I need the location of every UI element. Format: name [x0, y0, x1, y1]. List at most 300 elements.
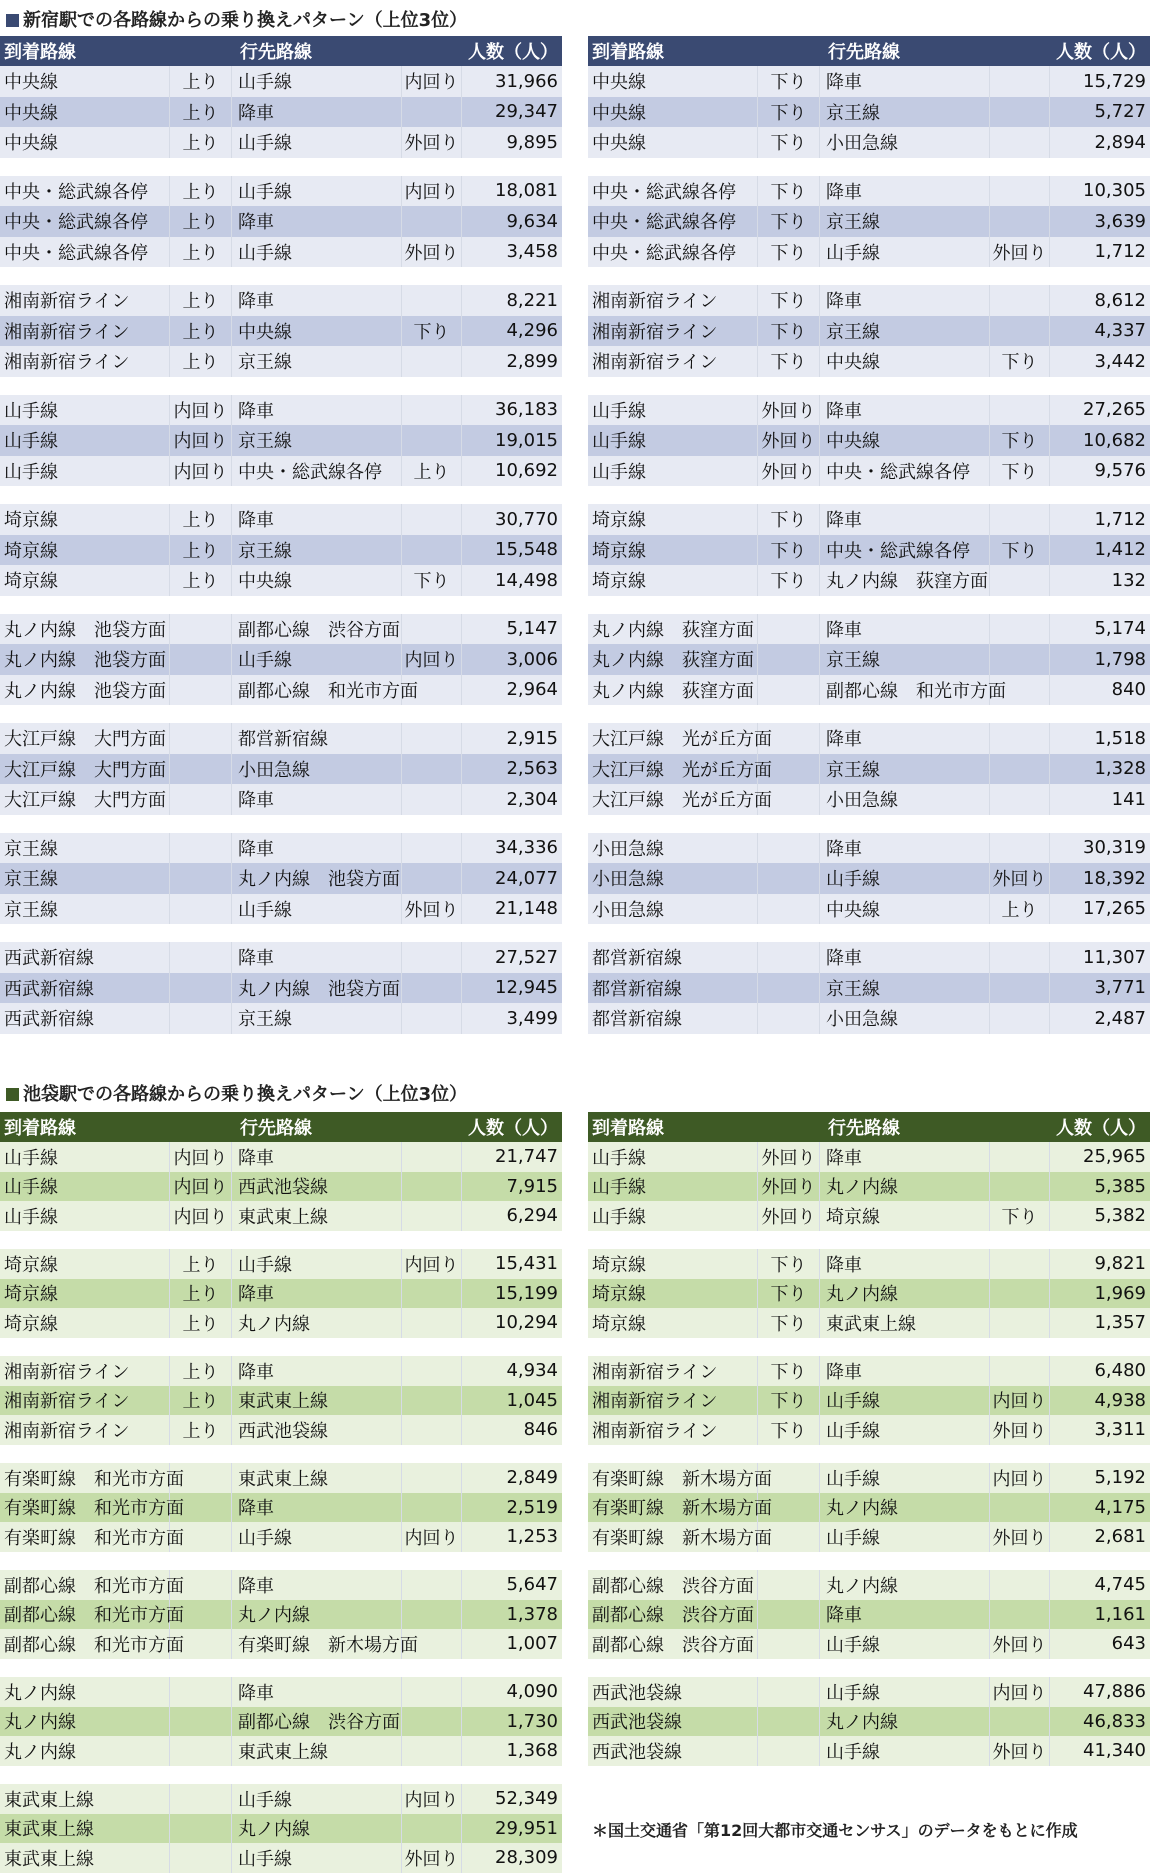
- table-row: [588, 316, 1150, 347]
- cell-dest-line: 山手線: [820, 1463, 990, 1493]
- table-row: [0, 942, 562, 973]
- cell-dest-line: 東武東上線: [232, 1463, 402, 1493]
- row-group: [0, 1142, 562, 1231]
- cell-dest-dir: [990, 316, 1050, 347]
- shinjuku-right-table: [588, 36, 1150, 1034]
- cell-count: 4,175: [1094, 1496, 1146, 1518]
- table-row: [0, 784, 562, 815]
- table-row: [0, 1463, 562, 1493]
- cell-arrive-dir: [758, 1677, 820, 1707]
- cell-arrive-line: 有楽町線 和光市方面: [0, 1493, 170, 1523]
- table-row: [0, 833, 562, 864]
- cell-count: 2,899: [506, 350, 558, 372]
- table-row: [588, 395, 1150, 426]
- cell-arrive-line: 山手線: [588, 1201, 758, 1231]
- row-group: [0, 1677, 562, 1766]
- cell-dest-line: 降車: [232, 97, 402, 128]
- cell-count: 21,747: [495, 1146, 558, 1168]
- cell-dest-dir: [990, 723, 1050, 754]
- cell-arrive-line: 東武東上線: [0, 1843, 170, 1873]
- cell-arrive-dir: 上り: [170, 1386, 232, 1416]
- cell-count: 1,368: [506, 1740, 558, 1762]
- cell-dest-dir: [990, 66, 1050, 97]
- cell-arrive-line: 山手線: [588, 456, 758, 487]
- cell-arrive-dir: 上り: [170, 176, 232, 207]
- cell-dest-line: 丸ノ内線: [232, 1814, 402, 1844]
- cell-dest-line: 丸ノ内線 荻窪方面: [820, 565, 990, 596]
- cell-dest-dir: [402, 425, 462, 456]
- cell-count: 1,712: [1094, 241, 1146, 263]
- cell-arrive-line: 埼京線: [588, 1279, 758, 1309]
- cell-arrive-dir: [758, 973, 820, 1004]
- cell-count: 52,349: [495, 1788, 558, 1810]
- cell-dest-line: 山手線: [820, 1677, 990, 1707]
- cell-arrive-line: 山手線: [0, 1172, 170, 1202]
- cell-dest-dir: [990, 973, 1050, 1004]
- cell-dest-line: 降車: [820, 1356, 990, 1386]
- cell-dest-line: 降車: [820, 1600, 990, 1630]
- cell-arrive-line: 山手線: [588, 1172, 758, 1202]
- cell-dest-line: 山手線: [232, 894, 402, 925]
- row-group: [588, 1356, 1150, 1445]
- cell-arrive-line: 埼京線: [588, 535, 758, 566]
- cell-arrive-dir: 下り: [758, 1279, 820, 1309]
- table-row: [0, 395, 562, 426]
- table-row: [588, 1386, 1150, 1416]
- row-group: [588, 504, 1150, 596]
- cell-arrive-line: 有楽町線 和光市方面: [0, 1463, 170, 1493]
- cell-dest-dir: [402, 675, 462, 706]
- cell-dest-line: 降車: [820, 285, 990, 316]
- table-row: [588, 176, 1150, 207]
- cell-count: 24,077: [495, 867, 558, 889]
- cell-dest-dir: [990, 1172, 1050, 1202]
- row-group: [588, 833, 1150, 925]
- cell-count: 2,519: [506, 1496, 558, 1518]
- cell-arrive-line: 湘南新宿ライン: [0, 285, 170, 316]
- table-row: [0, 127, 562, 158]
- cell-dest-dir: [402, 1463, 462, 1493]
- row-group: [0, 66, 562, 158]
- cell-count: 15,729: [1083, 70, 1146, 92]
- header-count: 人数（人）: [1056, 42, 1146, 63]
- cell-dest-line: 西武池袋線: [232, 1415, 402, 1445]
- cell-arrive-line: 山手線: [0, 425, 170, 456]
- cell-arrive-dir: [170, 614, 232, 645]
- cell-arrive-line: 中央・総武線各停: [0, 206, 170, 237]
- cell-dest-dir: 外回り: [402, 237, 462, 268]
- cell-dest-line: 京王線: [232, 346, 402, 377]
- table-row: [0, 1249, 562, 1279]
- cell-dest-line: 丸ノ内線: [820, 1707, 990, 1737]
- shinjuku-section-title: [6, 8, 467, 34]
- table-row: [588, 1356, 1150, 1386]
- source-footnote: ＊国土交通省「第12回大都市交通センサス」のデータをもとに作成: [592, 1821, 1078, 1840]
- cell-dest-line: 京王線: [232, 535, 402, 566]
- cell-arrive-dir: 下り: [758, 127, 820, 158]
- row-group: [0, 395, 562, 487]
- cell-dest-line: 副都心線 渋谷方面: [232, 614, 402, 645]
- cell-dest-line: 降車: [820, 942, 990, 973]
- cell-arrive-line: 山手線: [588, 1142, 758, 1172]
- cell-dest-dir: 内回り: [990, 1677, 1050, 1707]
- cell-arrive-dir: [758, 1600, 820, 1630]
- table-row: [0, 894, 562, 925]
- cell-count: 5,174: [1094, 618, 1146, 640]
- ikebukuro-right-table: [588, 1112, 1150, 1766]
- row-group: [0, 1249, 562, 1338]
- table-row: [588, 754, 1150, 785]
- cell-dest-dir: 外回り: [990, 237, 1050, 268]
- cell-arrive-dir: 下り: [758, 1249, 820, 1279]
- cell-dest-dir: 外回り: [990, 1522, 1050, 1552]
- cell-count: 4,090: [506, 1681, 558, 1703]
- cell-arrive-line: 埼京線: [588, 1308, 758, 1338]
- table-row: [588, 1308, 1150, 1338]
- cell-dest-line: 山手線: [232, 1843, 402, 1873]
- cell-arrive-line: 小田急線: [588, 833, 758, 864]
- cell-dest-dir: [990, 1003, 1050, 1034]
- header-arrive-line: 到着路線: [4, 42, 76, 63]
- table-header: [0, 36, 562, 66]
- cell-arrive-line: 東武東上線: [0, 1784, 170, 1814]
- header-dest-line: 行先路線: [240, 42, 312, 63]
- cell-dest-line: 降車: [232, 1356, 402, 1386]
- cell-dest-line: 降車: [232, 833, 402, 864]
- cell-count: 15,199: [495, 1282, 558, 1304]
- cell-dest-dir: [402, 1814, 462, 1844]
- cell-arrive-line: 湘南新宿ライン: [588, 1356, 758, 1386]
- cell-dest-dir: 上り: [402, 456, 462, 487]
- row-group: [0, 1356, 562, 1445]
- table-row: [588, 614, 1150, 645]
- cell-count: 7,915: [506, 1175, 558, 1197]
- cell-arrive-line: 丸ノ内線: [0, 1707, 170, 1737]
- cell-arrive-dir: [758, 1629, 820, 1659]
- cell-dest-dir: 内回り: [402, 644, 462, 675]
- cell-dest-dir: [990, 644, 1050, 675]
- cell-count: 5,385: [1094, 1175, 1146, 1197]
- cell-count: 3,499: [506, 1007, 558, 1029]
- cell-dest-line: 京王線: [820, 97, 990, 128]
- shinjuku-title-text: 新宿駅での各路線からの乗り換えパターン（上位3位）: [23, 10, 468, 31]
- cell-arrive-line: 丸ノ内線 池袋方面: [0, 644, 170, 675]
- cell-arrive-dir: [758, 754, 820, 785]
- cell-arrive-dir: 外回り: [758, 1142, 820, 1172]
- cell-dest-dir: [990, 754, 1050, 785]
- row-group: [588, 176, 1150, 268]
- cell-dest-line: 降車: [232, 504, 402, 535]
- cell-count: 1,357: [1094, 1312, 1146, 1334]
- table-row: [588, 237, 1150, 268]
- cell-count: 2,915: [506, 727, 558, 749]
- cell-arrive-line: 西武新宿線: [0, 942, 170, 973]
- table-row: [588, 1629, 1150, 1659]
- cell-arrive-dir: 上り: [170, 535, 232, 566]
- cell-count: 34,336: [495, 837, 558, 859]
- cell-dest-line: 丸ノ内線: [820, 1279, 990, 1309]
- cell-arrive-line: 西武池袋線: [588, 1677, 758, 1707]
- cell-arrive-line: 中央線: [0, 66, 170, 97]
- cell-count: 1,518: [1094, 727, 1146, 749]
- cell-count: 141: [1111, 788, 1146, 810]
- cell-dest-dir: 内回り: [990, 1463, 1050, 1493]
- row-group: [588, 66, 1150, 158]
- cell-dest-line: 山手線: [232, 176, 402, 207]
- cell-dest-dir: 下り: [402, 565, 462, 596]
- cell-dest-dir: [402, 942, 462, 973]
- table-row: [588, 346, 1150, 377]
- cell-dest-line: 山手線: [232, 1784, 402, 1814]
- cell-count: 12,945: [495, 977, 558, 999]
- cell-count: 6,480: [1094, 1360, 1146, 1382]
- cell-count: 11,307: [1083, 946, 1146, 968]
- row-group: [588, 1249, 1150, 1338]
- cell-arrive-dir: [170, 1600, 232, 1630]
- cell-dest-line: 小田急線: [232, 754, 402, 785]
- cell-arrive-line: 丸ノ内線 荻窪方面: [588, 614, 758, 645]
- cell-dest-line: 丸ノ内線: [820, 1172, 990, 1202]
- table-row: [0, 206, 562, 237]
- cell-dest-dir: [990, 1600, 1050, 1630]
- cell-dest-dir: [402, 1677, 462, 1707]
- cell-arrive-dir: [170, 754, 232, 785]
- table-row: [0, 535, 562, 566]
- cell-dest-dir: [402, 97, 462, 128]
- cell-dest-line: 山手線: [232, 66, 402, 97]
- cell-dest-line: 山手線: [232, 1249, 402, 1279]
- table-row: [0, 66, 562, 97]
- cell-count: 643: [1111, 1633, 1146, 1655]
- cell-arrive-dir: 上り: [170, 565, 232, 596]
- table-row: [0, 237, 562, 268]
- cell-arrive-line: 副都心線 和光市方面: [0, 1629, 170, 1659]
- cell-arrive-dir: [170, 973, 232, 1004]
- cell-arrive-line: 丸ノ内線 荻窪方面: [588, 675, 758, 706]
- table-row: [588, 1677, 1150, 1707]
- row-group: [0, 942, 562, 1034]
- cell-arrive-dir: [170, 1003, 232, 1034]
- cell-count: 1,007: [506, 1633, 558, 1655]
- cell-count: 1,328: [1094, 758, 1146, 780]
- cell-arrive-line: 山手線: [0, 456, 170, 487]
- cell-arrive-line: 埼京線: [0, 1308, 170, 1338]
- cell-count: 5,647: [506, 1574, 558, 1596]
- cell-arrive-line: 湘南新宿ライン: [0, 1356, 170, 1386]
- cell-arrive-dir: 下り: [758, 316, 820, 347]
- cell-arrive-line: 中央線: [588, 127, 758, 158]
- cell-arrive-line: 西武新宿線: [0, 1003, 170, 1034]
- cell-arrive-dir: 下り: [758, 565, 820, 596]
- cell-arrive-line: 都営新宿線: [588, 942, 758, 973]
- cell-arrive-line: 山手線: [0, 1142, 170, 1172]
- header-dest-line: 行先路線: [828, 1118, 900, 1139]
- table-row: [588, 833, 1150, 864]
- cell-dest-dir: [990, 206, 1050, 237]
- cell-arrive-dir: [758, 644, 820, 675]
- cell-arrive-dir: 上り: [170, 66, 232, 97]
- cell-count: 10,682: [1083, 429, 1146, 451]
- cell-dest-line: 降車: [820, 1249, 990, 1279]
- cell-count: 27,527: [495, 946, 558, 968]
- cell-arrive-dir: 下り: [758, 237, 820, 268]
- cell-dest-dir: 下り: [990, 1201, 1050, 1231]
- cell-arrive-line: 京王線: [0, 863, 170, 894]
- cell-dest-dir: [990, 942, 1050, 973]
- cell-arrive-line: 湘南新宿ライン: [588, 1386, 758, 1416]
- cell-arrive-dir: [758, 675, 820, 706]
- row-group: [0, 1570, 562, 1659]
- table-row: [0, 1570, 562, 1600]
- cell-arrive-line: 中央線: [0, 97, 170, 128]
- cell-dest-line: 中央線: [232, 316, 402, 347]
- cell-dest-dir: [402, 1308, 462, 1338]
- cell-dest-line: 降車: [820, 1142, 990, 1172]
- cell-arrive-dir: 下り: [758, 285, 820, 316]
- cell-count: 9,576: [1094, 460, 1146, 482]
- cell-dest-line: 降車: [232, 1142, 402, 1172]
- cell-count: 8,221: [506, 289, 558, 311]
- cell-arrive-dir: [170, 675, 232, 706]
- cell-dest-dir: 外回り: [990, 863, 1050, 894]
- cell-arrive-line: 小田急線: [588, 894, 758, 925]
- cell-arrive-dir: 内回り: [170, 1172, 232, 1202]
- cell-arrive-dir: 下り: [758, 97, 820, 128]
- cell-dest-line: 埼京線: [820, 1201, 990, 1231]
- cell-count: 1,253: [506, 1526, 558, 1548]
- cell-arrive-dir: [758, 1003, 820, 1034]
- cell-dest-dir: [990, 1249, 1050, 1279]
- table-row: [588, 1201, 1150, 1231]
- table-row: [588, 1707, 1150, 1737]
- cell-dest-dir: [402, 1600, 462, 1630]
- cell-dest-dir: [990, 784, 1050, 815]
- cell-count: 3,458: [506, 241, 558, 263]
- cell-arrive-line: 丸ノ内線: [0, 1677, 170, 1707]
- table-row: [0, 285, 562, 316]
- cell-count: 2,563: [506, 758, 558, 780]
- cell-dest-dir: 外回り: [990, 1629, 1050, 1659]
- cell-count: 846: [523, 1419, 558, 1441]
- cell-dest-line: 西武池袋線: [232, 1172, 402, 1202]
- cell-dest-dir: [990, 285, 1050, 316]
- cell-count: 47,886: [1083, 1681, 1146, 1703]
- header-arrive-line: 到着路線: [592, 1118, 664, 1139]
- cell-arrive-dir: [170, 723, 232, 754]
- cell-dest-dir: [402, 1003, 462, 1034]
- cell-dest-dir: [990, 1493, 1050, 1523]
- cell-dest-line: 有楽町線 新木場方面: [232, 1629, 402, 1659]
- cell-dest-line: 丸ノ内線: [820, 1570, 990, 1600]
- cell-dest-dir: [402, 1356, 462, 1386]
- cell-count: 1,712: [1094, 508, 1146, 530]
- cell-count: 2,964: [506, 679, 558, 701]
- shinjuku-left-table: [0, 36, 562, 1034]
- ikebukuro-left-table: [0, 1112, 562, 1873]
- cell-count: 3,639: [1094, 210, 1146, 232]
- table-row: [0, 863, 562, 894]
- row-group: [0, 833, 562, 925]
- cell-arrive-dir: 下り: [758, 346, 820, 377]
- cell-count: 5,382: [1094, 1205, 1146, 1227]
- row-group: [0, 1463, 562, 1552]
- cell-dest-line: 中央・総武線各停: [232, 456, 402, 487]
- header-arrive-line: 到着路線: [4, 1118, 76, 1139]
- cell-arrive-line: 湘南新宿ライン: [588, 346, 758, 377]
- cell-arrive-dir: [170, 1629, 232, 1659]
- cell-arrive-dir: [758, 1570, 820, 1600]
- cell-arrive-dir: 下り: [758, 1308, 820, 1338]
- cell-count: 1,730: [506, 1710, 558, 1732]
- cell-count: 36,183: [495, 399, 558, 421]
- row-group: [588, 1677, 1150, 1766]
- cell-arrive-dir: [170, 1843, 232, 1873]
- table-row: [588, 973, 1150, 1004]
- cell-dest-dir: 下り: [990, 535, 1050, 566]
- cell-arrive-line: 湘南新宿ライン: [588, 285, 758, 316]
- cell-arrive-line: 京王線: [0, 894, 170, 925]
- table-row: [588, 565, 1150, 596]
- cell-arrive-line: 西武新宿線: [0, 973, 170, 1004]
- cell-dest-line: 東武東上線: [232, 1736, 402, 1766]
- cell-dest-dir: [402, 206, 462, 237]
- table-row: [588, 1522, 1150, 1552]
- cell-dest-line: 降車: [820, 723, 990, 754]
- cell-dest-dir: [990, 1356, 1050, 1386]
- table-row: [0, 1493, 562, 1523]
- header-count: 人数（人）: [468, 1118, 558, 1139]
- cell-arrive-line: 湘南新宿ライン: [588, 1415, 758, 1445]
- cell-arrive-dir: 上り: [170, 1356, 232, 1386]
- cell-dest-dir: [402, 973, 462, 1004]
- table-row: [588, 863, 1150, 894]
- cell-dest-line: 降車: [820, 395, 990, 426]
- table-row: [588, 1172, 1150, 1202]
- row-group: [588, 614, 1150, 706]
- cell-dest-line: 降車: [232, 395, 402, 426]
- cell-dest-line: 中央線: [820, 346, 990, 377]
- table-row: [588, 1570, 1150, 1600]
- cell-count: 2,849: [506, 1467, 558, 1489]
- cell-arrive-dir: [170, 1707, 232, 1737]
- cell-count: 6,294: [506, 1205, 558, 1227]
- cell-dest-line: 丸ノ内線: [232, 1308, 402, 1338]
- cell-arrive-dir: [170, 1522, 232, 1552]
- cell-count: 840: [1111, 679, 1146, 701]
- cell-arrive-line: 中央線: [588, 66, 758, 97]
- cell-count: 2,304: [506, 788, 558, 810]
- cell-count: 28,309: [495, 1847, 558, 1869]
- table-row: [0, 723, 562, 754]
- cell-dest-dir: [990, 833, 1050, 864]
- cell-dest-line: 降車: [232, 784, 402, 815]
- table-row: [588, 285, 1150, 316]
- cell-dest-line: 小田急線: [820, 1003, 990, 1034]
- cell-arrive-dir: 内回り: [170, 456, 232, 487]
- cell-arrive-line: 大江戸線 光が丘方面: [588, 754, 758, 785]
- cell-dest-line: 丸ノ内線 池袋方面: [232, 863, 402, 894]
- cell-arrive-dir: [170, 1463, 232, 1493]
- cell-count: 14,498: [495, 569, 558, 591]
- cell-arrive-line: 埼京線: [588, 565, 758, 596]
- cell-dest-line: 丸ノ内線 池袋方面: [232, 973, 402, 1004]
- table-header: [0, 1112, 562, 1142]
- cell-dest-line: 降車: [232, 1493, 402, 1523]
- cell-arrive-line: 山手線: [588, 395, 758, 426]
- cell-dest-dir: [990, 1142, 1050, 1172]
- cell-arrive-dir: 内回り: [170, 425, 232, 456]
- cell-dest-dir: 下り: [990, 346, 1050, 377]
